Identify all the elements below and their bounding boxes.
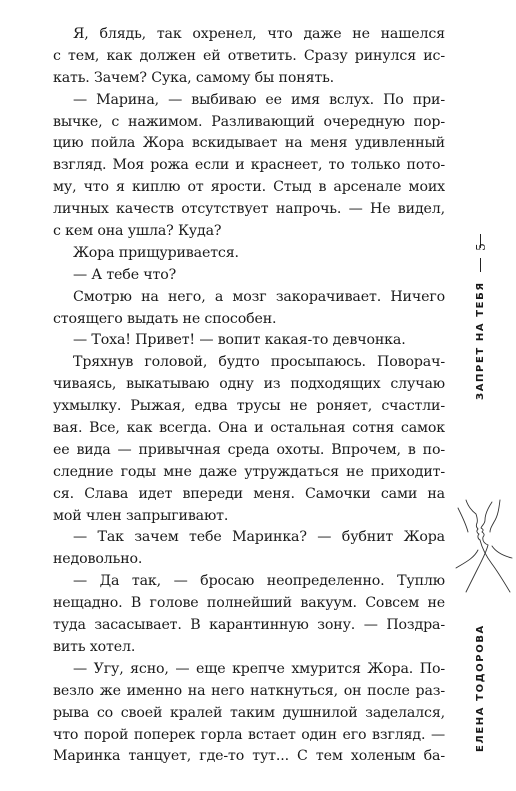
text-line: Смотрю на него, а мозг закорачивает. Ничего: [73, 288, 445, 305]
text-line: — Марина, — выбиваю ее имя вслух. По при-: [73, 91, 445, 108]
text-line: Жора прищуривается.: [73, 244, 239, 261]
text-line: везло же именно на него наткнуться, он после раз-: [53, 682, 445, 699]
text-line: — А тебе что?: [73, 266, 177, 283]
text-line: цию пойла Жора вскидывает на меня удивленный: [53, 135, 445, 152]
text-line: стоящего выдать не способен.: [53, 310, 277, 327]
kissing-couple-sketch-icon: [452, 498, 516, 594]
text-line: с кем она ушла? Куда?: [53, 223, 222, 240]
running-head-book-title: ЗАПРЕТ НА ТЕБЯ: [475, 281, 486, 400]
text-line: взгляд. Моя рожа если и краснеет, то только пото-: [53, 157, 445, 174]
text-line: недовольно.: [53, 551, 143, 568]
text-line: Маринка танцует, где-то тут... С тем холеным ба-: [53, 748, 445, 765]
text-line: вычке, с нажимом. Разливающий очередную пор-: [53, 113, 445, 130]
text-line: следние годы мне даже утруждаться не приходит-: [53, 463, 445, 480]
text-line: что порой поперек горла встает один его взгляд. —: [53, 726, 445, 743]
text-line: личных качеств отсутствует напрочь. — Не видел,: [53, 201, 445, 218]
page-number-divider-bottom: [480, 258, 481, 272]
text-line: — Угу, ясно, — еще крепче хмурится Жора. По-: [73, 660, 445, 677]
text-line: — Тоха! Привет! — вопит какая-то девчонка.: [73, 332, 406, 349]
text-line: рыва со своей кралей таким душнилой заделался,: [53, 704, 445, 721]
text-line: вить хотел.: [53, 638, 136, 655]
text-line: туда засасывает. В карантинную зону. — Поздра-: [53, 617, 445, 634]
text-line: мой член запрыгивают.: [53, 507, 229, 524]
running-head-author: ЕЛЕНА ТОДОРОВА: [475, 624, 486, 752]
text-line: нещадно. В голове полнейший вакуум. Совсем не: [53, 595, 445, 612]
text-line: — Да так, — бросаю неопределенно. Туплю: [73, 573, 445, 590]
text-line: чиваясь, выкатываю одну из подходящих случаю: [53, 376, 445, 393]
page-number: 5: [474, 243, 488, 251]
text-line: ухмылку. Рыжая, едва трусы не роняет, счастли-: [53, 398, 445, 415]
page-body-text: [53, 24, 445, 768]
text-line: Я, блядь, так охренел, что даже не нашелся: [73, 26, 445, 42]
page-margin-sidebar: [463, 0, 516, 791]
text-line: му, что я киплю от ярости. Стыд в арсенале моих: [53, 179, 445, 196]
text-line: вая. Все, как всегда. Она и остальная сотня самок: [53, 420, 445, 437]
text-line: ся. Слава идет впереди меня. Самочки сами на: [53, 485, 445, 502]
text-line: Тряхнув головой, будто просыпаюсь. Поворач-: [73, 354, 445, 371]
text-line: — Так зачем тебе Маринка? — бубнит Жора: [73, 529, 445, 546]
text-line: с тем, как должен ей ответить. Сразу ринулся ис-: [53, 47, 445, 64]
text-line: ее вида — привычная среда охоты. Впрочем, в по-: [53, 441, 445, 458]
text-line: кать. Зачем? Сука, самому бы понять.: [53, 69, 334, 86]
